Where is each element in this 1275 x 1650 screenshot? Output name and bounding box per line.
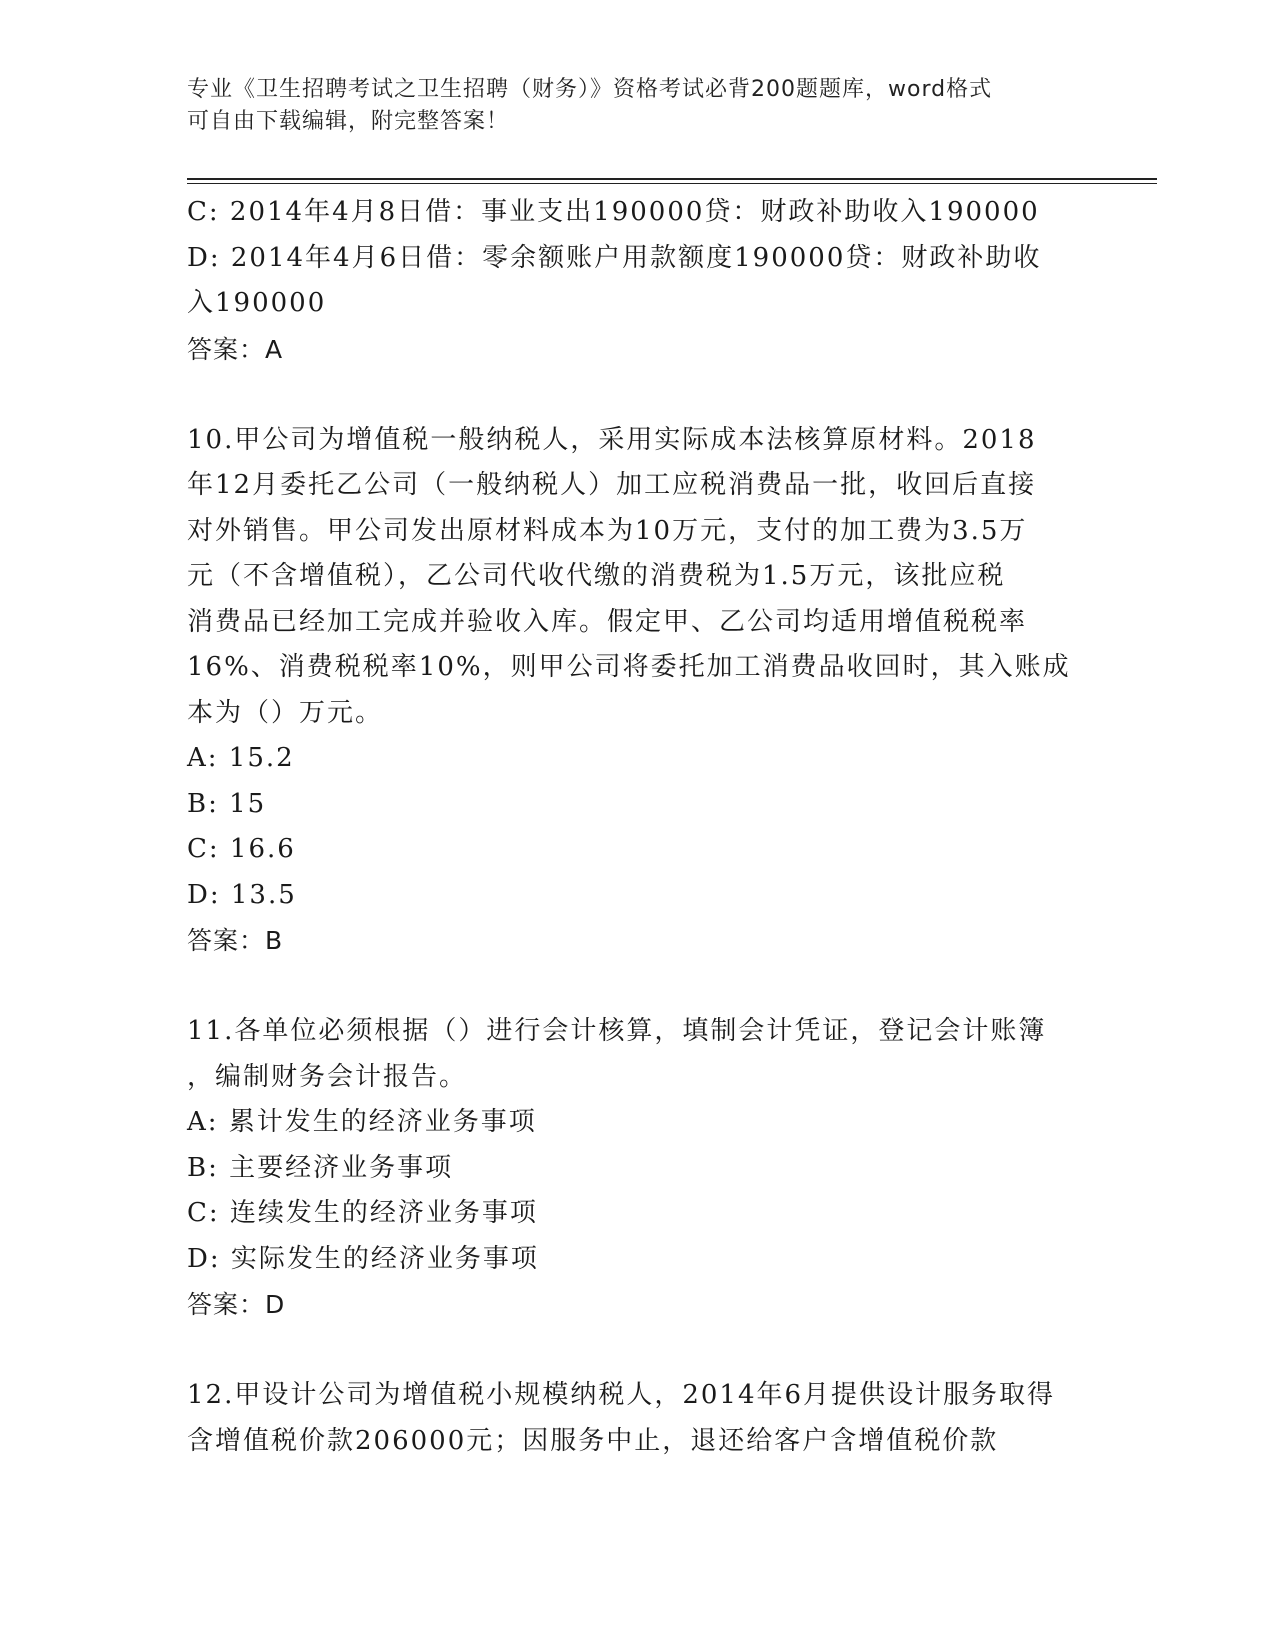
option-d: D: 2014年4月6日借：零余额账户用款额度190000贷：财政补助收 [187, 242, 1042, 273]
option-d: D: 13.5 [187, 879, 297, 910]
question-text-line: 11.各单位必须根据（）进行会计核算，填制会计凭证，登记会计账簿 [187, 1016, 1047, 1046]
question-text-line: 10.甲公司为增值税一般纳税人，采用实际成本法核算原材料。2018 [187, 424, 1037, 455]
option-b: B: 15 [187, 788, 267, 819]
spacer [187, 372, 1087, 418]
question-text-line: ，编制财务会计报告。 [187, 1061, 468, 1092]
header-title-line-2: 可自由下载编辑，附完整答案！ [187, 109, 510, 134]
option-a: A: 15.2 [187, 743, 295, 773]
question-11 [187, 1009, 1087, 1328]
answer: 答案：D [187, 1290, 286, 1319]
answer: 答案：A [187, 334, 284, 364]
question-text-line: 16%、消费税税率10%，则甲公司将委托加工消费品收回时，其入账成 [187, 652, 1071, 682]
header-divider-thick [187, 178, 1157, 180]
header-title-line-1: 专业《卫生招聘考试之卫生招聘（财务）》资格考试必背200题题库，word格式 [187, 77, 993, 102]
document-header [187, 74, 1087, 138]
answer: 答案：B [187, 926, 284, 955]
question-text-line: 含增值税价款206000元；因服务中止，退还给客户含增值税价款 [187, 1425, 999, 1456]
option-c: C: 16.6 [187, 834, 296, 864]
document-body [187, 190, 1087, 1464]
question-text-line: 12.甲设计公司为增值税小规模纳税人，2014年6月提供设计服务取得 [187, 1380, 1056, 1410]
question-12 [187, 1373, 1087, 1464]
question-10 [187, 418, 1087, 964]
question-text-line: 消费品已经加工完成并验收入库。假定甲、乙公司均适用增值税税率 [187, 606, 1028, 637]
header-divider-thin [187, 183, 1157, 184]
option-b: B: 主要经济业务事项 [187, 1152, 454, 1183]
option-d-continued: 入190000 [187, 288, 327, 318]
spacer [187, 1328, 1087, 1374]
option-c: C: 连续发生的经济业务事项 [187, 1198, 538, 1228]
question-text-line: 本为（）万元。 [187, 697, 384, 728]
option-c: C: 2014年4月8日借：事业支出190000贷：财政补助收入190000 [187, 197, 1040, 227]
question-text-line: 对外销售。甲公司发出原材料成本为10万元，支付的加工费为3.5万 [187, 515, 1028, 546]
spacer [187, 964, 1087, 1010]
question-text-line: 元（不含增值税），乙公司代收代缴的消费税为1.5万元，该批应税 [187, 561, 1006, 591]
option-d: D: 实际发生的经济业务事项 [187, 1243, 539, 1274]
question-9-tail [187, 190, 1087, 372]
option-a: A: 累计发生的经济业务事项 [187, 1107, 537, 1137]
question-text-line: 年12月委托乙公司（一般纳税人）加工应税消费品一批，收回后直接 [187, 470, 1037, 500]
